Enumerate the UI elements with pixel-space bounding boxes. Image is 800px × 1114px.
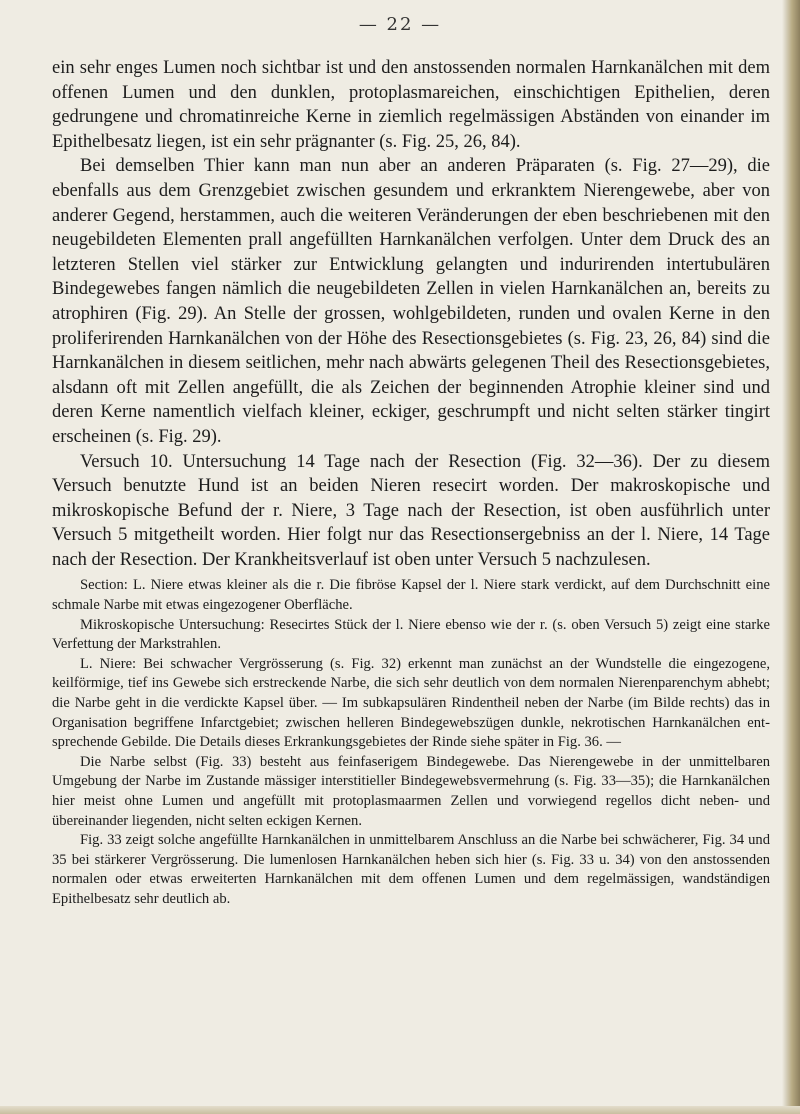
main-text: [52, 56, 770, 572]
book-binding-edge: [782, 0, 800, 1114]
left-kidney-paragraph: L. Niere: Bei schwacher Vergrösserung (s. Fig. 32) erkennt man zunächst an der Wundstelle die eingezogene, keilförmige, tief ins Gewebe sich erstreckende Narbe, die sich sehr deutlich von dem normalen Nierenparenchym abhebt; die Narbe geht in die verdickte Kapsel über. — Im subkapsulären Rindentheil neben der Narbe (im Bilde rechts) das in Organisation begriffene Infarctgebiet; zwischen helleren Bindegewebszügen dunkle, nekrotischen Harnkanälchen entsprechende Gebilde. Die Details dieses Erkrankungsgebietes der Rinde siehe später in Fig. 36. —: [52, 655, 770, 751]
page-number: — 22 —: [358, 14, 442, 35]
detail-text: [52, 576, 770, 909]
paragraph-1: ein sehr enges Lumen noch sichtbar ist und den anstossenden normalen Harnkanälchen mit dem offenen Lumen und den dunklen, protoplasmareichen, einschichtigen Epithelien, deren gedrungene und chromatinreiche Kerne in ziemlich regelmässigen Abständen von einander im Epithelbesatz liegen, ist ein sehr prägnanter (s. Fig. 25, 26, 84).: [52, 58, 770, 152]
paragraph-2: Bei demselben Thier kann man nun aber an anderen Präparaten (s. Fig. 27—29), die ebenfalls aus dem Grenzgebiet zwischen gesundem und erkranktem Nierengewebe, aber von anderer Gegend, herstammen, auch die weiteren Veränderungen der eben beschriebenen mit den neugebildeten Elementen prall angefüllten Harnkanälchen verfolgen. Unter dem Druck des an letzteren Stellen viel stärker zur Entwicklung gelangten und indurirenden intertubulären Bindegewebes fangen nämlich die neugebildeten Zellen in vielen Harnkanälchen an, bereits zu atrophiren (Fig. 29). An Stelle der grossen, wohlgebildeten, runden und ovalen Kerne in den proliferirenden Harnkanälchen von der Höhe des Resectionsgebietes (s. Fig. 23, 26, 84) sind die Harnkanälchen in diesem seitlichen, mehr nach abwärts gelegenen Theil des Resectionsgebietes, alsdann oft mit Zellen angefüllt, die als Zeichen der beginnenden Atrophie kleiner sind und deren Kerne namentlich vielfach kleiner, eckiger, geschrumpft und nicht selten stärker tingirt erscheinen (s. Fig. 29).: [52, 156, 770, 447]
page-content: [52, 56, 770, 910]
microscopic-exam-paragraph: Mikroskopische Untersuchung: Resecirtes Stück der l. Niere ebenso wie der r. (s. oben Versuch 5) zeigt eine starke Verfettung der Markstrahlen.: [52, 616, 770, 653]
figure-33-paragraph: Fig. 33 zeigt solche angefüllte Harnkanälchen in unmittelbarem Anschluss an die Narbe bei schwächerer, Fig. 34 und 35 bei stärkerer Vergrösserung. Die lumenlosen Harnkanälchen heben sich hier (s. Fig. 33 u. 34) von den anstossenden normalen oder etwas erweiterten Harnkanälchen mit dem offenen Lumen und dem regelmässigen, wandständigen Epithelbesatz sehr deutlich ab.: [52, 832, 770, 907]
paragraph-versuch-10: Versuch 10. Untersuchung 14 Tage nach der Resection (Fig. 32—36). Der zu diesem Versuch benutzte Hund ist an beiden Nieren resecirt worden. Der makroskopische und mikroskopische Befund der r. Niere, 3 Tage nach der Resection, ist oben ausführlich unter Versuch 5 mitgetheilt worden. Hier folgt nur das Resectionsergebniss an der l. Niere, 14 Tage nach der Resection. Der Krankheitsverlauf ist oben unter Versuch 5 nachzulesen.: [52, 451, 770, 570]
section-paragraph: Section: L. Niere etwas kleiner als die r. Die fibröse Kapsel der l. Niere stark verdickt, auf dem Durchschnitt eine schmale Narbe mit etwas eingezogener Oberfläche.: [52, 577, 770, 614]
scar-paragraph: Die Narbe selbst (Fig. 33) besteht aus feinfaserigem Bindegewebe. Das Nierengewebe in der unmittelbaren Umgebung der Narbe im Zustande mässiger interstitieller Bindegewebsvermehrung (s. Fig. 33—35); die Harnkanälchen hier meist ohne Lumen und angefüllt mit protoplasmaarmen Zellen und vorwiegend regellos dicht neben- und übereinander liegenden, nicht selten eckigen Kernen.: [52, 753, 770, 829]
page-bottom-edge: [0, 1106, 800, 1114]
